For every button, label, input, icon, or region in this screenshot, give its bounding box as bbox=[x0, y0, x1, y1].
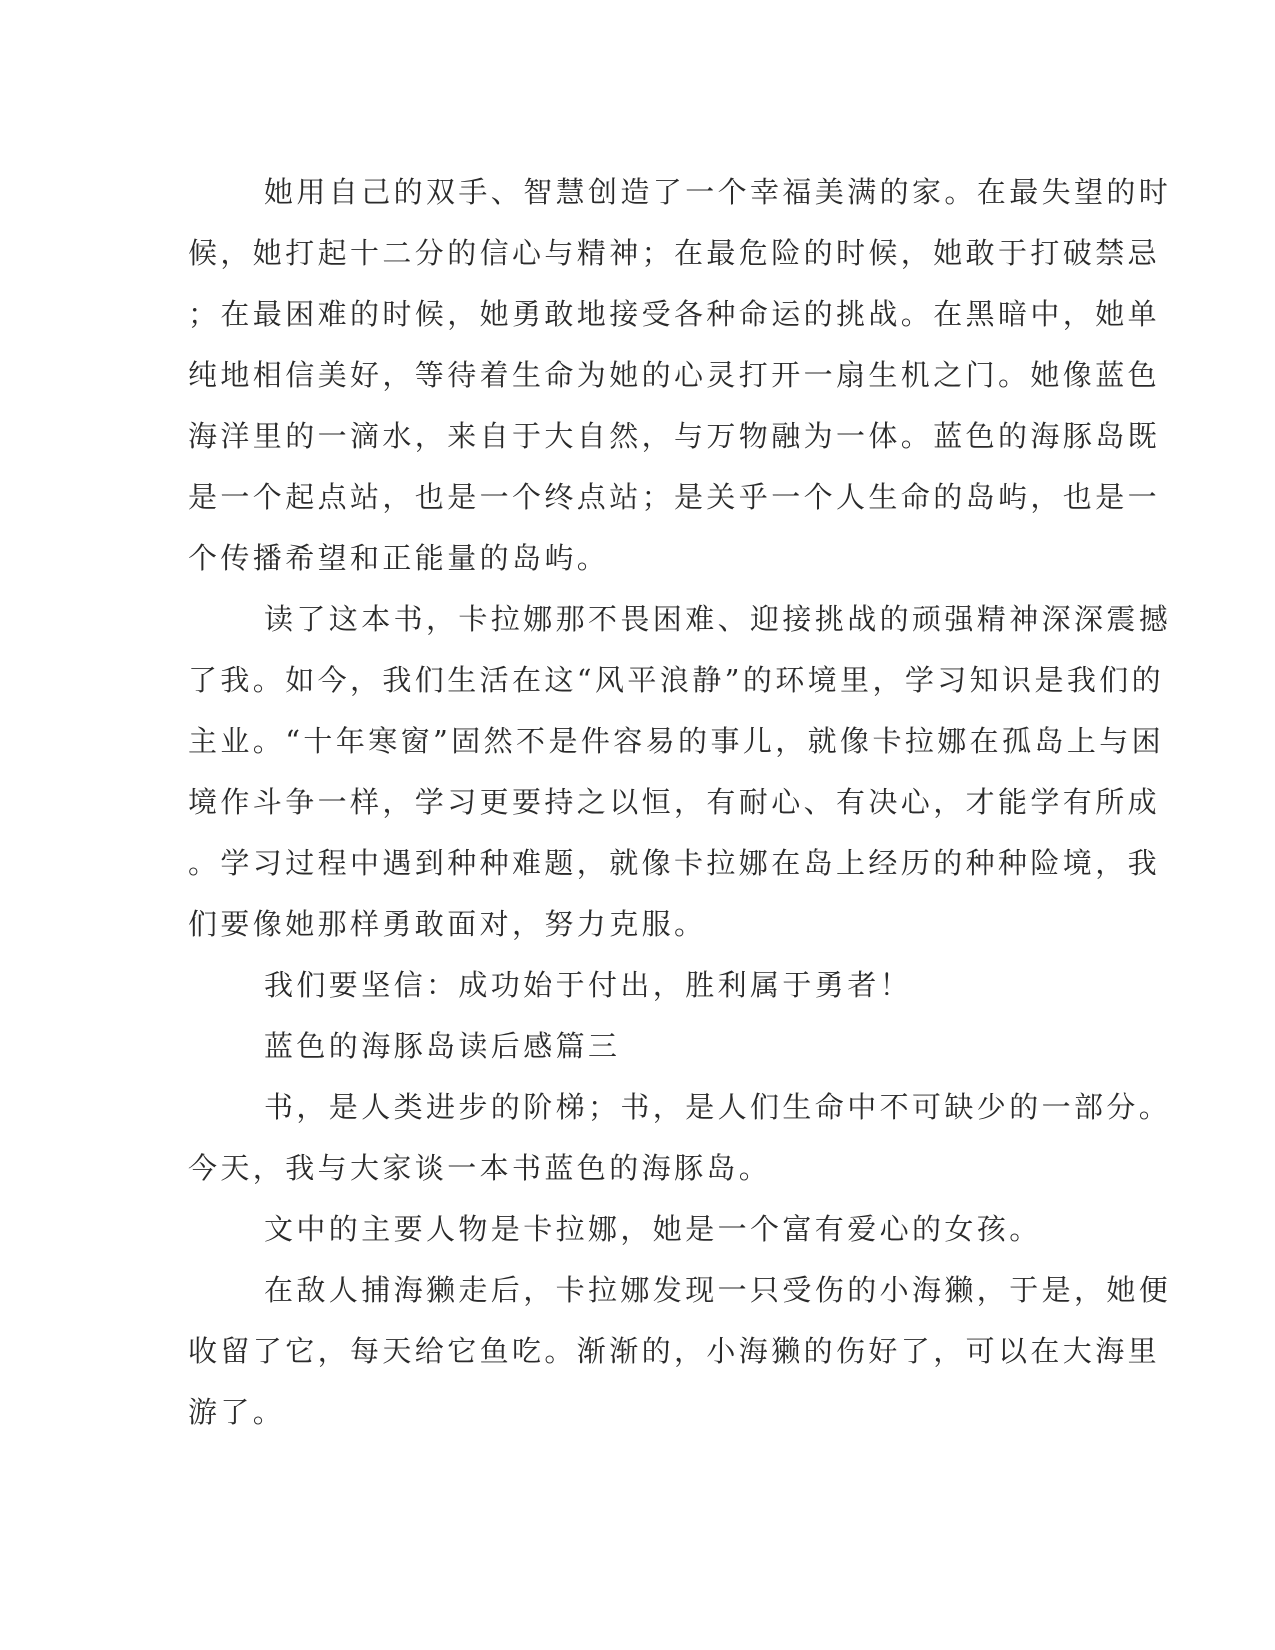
paragraph-6-line-1: 在敌人捕海獭走后，卡拉娜发现一只受伤的小海獭，于是，她便 bbox=[264, 1273, 1172, 1307]
paragraph-1-line-7: 个传播希望和正能量的岛屿。 bbox=[188, 541, 610, 575]
paragraph-6-line-2: 收留了它，每天给它鱼吃。渐渐的，小海獭的伤好了，可以在大海里 bbox=[188, 1334, 1161, 1368]
paragraph-1-line-2: 候，她打起十二分的信心与精神；在最危险的时候，她敢于打破禁忌 bbox=[188, 236, 1161, 270]
paragraph-1-line-3: ；在最困难的时候，她勇敢地接受各种命运的挑战。在黑暗中，她单 bbox=[188, 297, 1161, 331]
paragraph-1-line-1: 她用自己的双手、智慧创造了一个幸福美满的家。在最失望的时 bbox=[264, 175, 1172, 209]
paragraph-2-line-3: 主业。“十年寒窗”固然不是件容易的事儿，就像卡拉娜在孤岛上与困 bbox=[188, 724, 1165, 758]
paragraph-2-line-2: 了我。如今，我们生活在这“风平浪静”的环境里，学习知识是我们的 bbox=[188, 663, 1165, 697]
paragraph-6-line-3: 游了。 bbox=[188, 1395, 286, 1429]
document-body bbox=[188, 162, 1172, 1443]
paragraph-4-line-1: 书，是人类进步的阶梯；书，是人们生命中不可缺少的一部分。 bbox=[264, 1090, 1172, 1124]
paragraph-2-line-1: 读了这本书，卡拉娜那不畏困难、迎接挑战的顽强精神深深震撼 bbox=[264, 602, 1172, 636]
paragraph-2-line-5: 。学习过程中遇到种种难题，就像卡拉娜在岛上经历的种种险境，我 bbox=[188, 846, 1161, 880]
section-heading: 蓝色的海豚岛读后感篇三 bbox=[264, 1029, 621, 1063]
paragraph-4-line-2: 今天，我与大家谈一本书蓝色的海豚岛。 bbox=[188, 1151, 772, 1185]
paragraph-3-line-1: 我们要坚信：成功始于付出，胜利属于勇者！ bbox=[264, 968, 913, 1002]
paragraph-1-line-5: 海洋里的一滴水，来自于大自然，与万物融为一体。蓝色的海豚岛既 bbox=[188, 419, 1161, 453]
paragraph-1-line-6: 是一个起点站，也是一个终点站；是关乎一个人生命的岛屿，也是一 bbox=[188, 480, 1161, 514]
paragraph-2-line-6: 们要像她那样勇敢面对，努力克服。 bbox=[188, 907, 707, 941]
paragraph-5-line-1: 文中的主要人物是卡拉娜，她是一个富有爱心的女孩。 bbox=[264, 1212, 1042, 1246]
paragraph-2-line-4: 境作斗争一样，学习更要持之以恒，有耐心、有决心，才能学有所成 bbox=[188, 785, 1161, 819]
paragraph-1-line-4: 纯地相信美好，等待着生命为她的心灵打开一扇生机之门。她像蓝色 bbox=[188, 358, 1161, 392]
